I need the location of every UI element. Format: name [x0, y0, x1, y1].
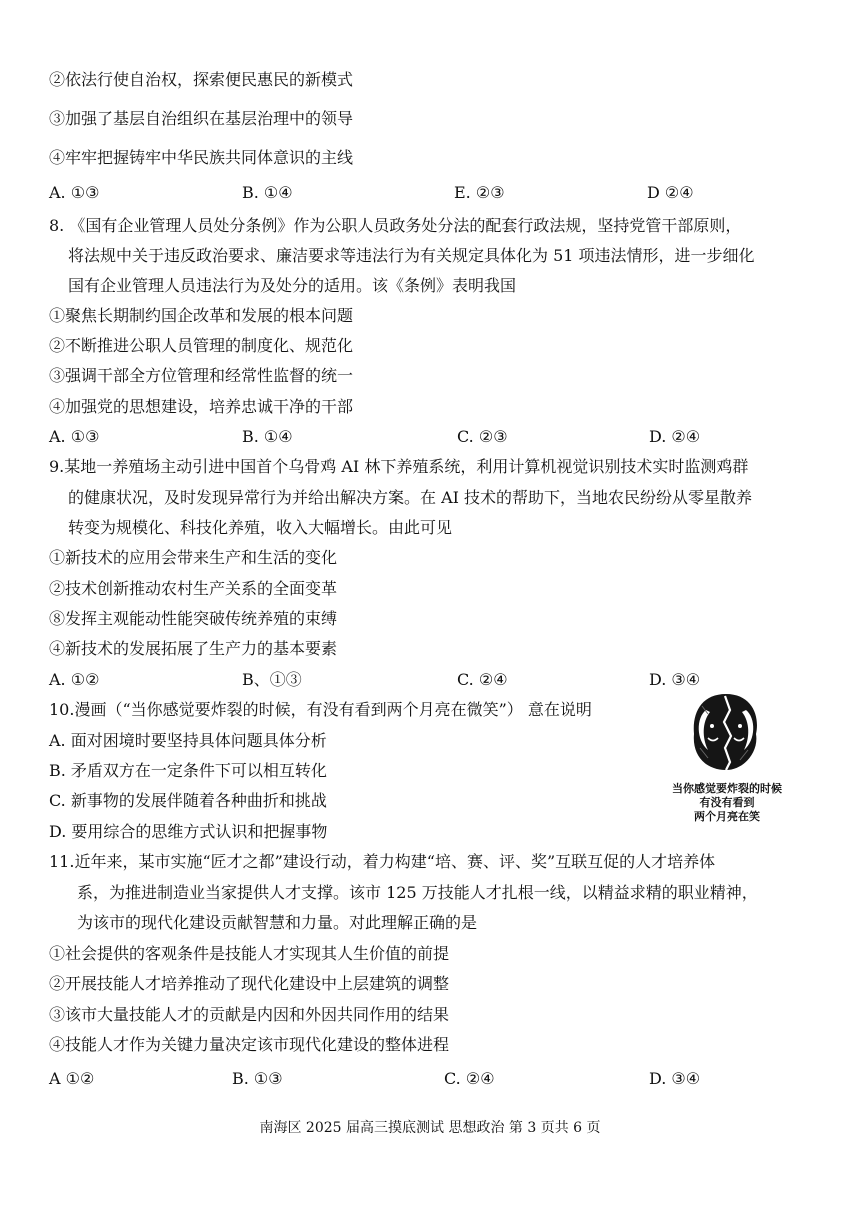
q9-choice-a: A. ①②: [49, 670, 100, 689]
q7-choices: [49, 182, 769, 204]
q11-option-4: ④技能人才作为关键力量决定该市现代化建设的整体进程: [49, 1035, 450, 1054]
q8-choice-a: A. ①③: [49, 427, 100, 446]
q8-choices: [49, 426, 769, 448]
cartoon-image: [636, 688, 816, 828]
q7-choice-c: E. ②③: [454, 183, 505, 202]
q9-choice-d: D. ③④: [649, 670, 701, 689]
q8-option-2: ②不断推进公职人员管理的制度化、规范化: [49, 336, 354, 355]
q8-choice-d: D. ②④: [649, 427, 701, 446]
q11-choice-a: A ①②: [49, 1069, 95, 1088]
q7-choice-d: D ②④: [647, 183, 694, 202]
q8-choice-c: C. ②③: [457, 427, 508, 446]
q7-option-4: ④牢牢把握铸牢中华民族共同体意识的主线: [49, 148, 354, 167]
q9-choice-b: B、①③: [242, 670, 302, 689]
page-footer: 南海区 2025 届高三摸底测试 思想政治 第 3 页共 6 页: [259, 1120, 601, 1136]
q11-stem-line-3: 为该市的现代化建设贡献智慧和力量。对此理解正确的是: [77, 913, 478, 932]
q11-choice-b: B. ①③: [232, 1069, 283, 1088]
q11-option-3: ③该市大量技能人才的贡献是内因和外因共同作用的结果: [49, 1005, 450, 1024]
q9-choice-c: C. ②④: [457, 670, 508, 689]
q7-option-2: ②依法行使自治权，探索便民惠民的新模式: [49, 70, 354, 89]
q9-option-1: ①新技术的应用会带来生产和生活的变化: [49, 548, 338, 567]
q11-choice-d: D. ③④: [649, 1069, 701, 1088]
q8-stem-line-3: 国有企业管理人员违法行为及处分的适用。该《条例》表明我国: [68, 276, 517, 295]
q9-stem-line-3: 转变为规模化、科技化养殖，收入大幅增长。由此可见: [68, 518, 453, 537]
q11-stem-line-2: 系，为推进制造业当家提供人才支撑。该市 125 万技能人才扎根一线，以精益求精的职业精神，: [77, 883, 758, 902]
q7-option-3: ③加强了基层自治组织在基层治理中的领导: [49, 109, 354, 128]
q8-stem-line-1: 8. 《国有企业管理人员处分条例》作为公职人员政务处分法的配套行政法规，坚持党管干部原则，: [49, 216, 742, 235]
q10-option-c: C. 新事物的发展伴随着各种曲折和挑战: [49, 791, 327, 810]
q11-option-1: ①社会提供的客观条件是技能人才实现其人生价值的前提: [49, 944, 450, 963]
q10-stem: 10.漫画（“当你感觉要炸裂的时候，有没有看到两个月亮在微笑”） 意在说明: [49, 700, 592, 719]
q7-choice-a: A. ①③: [49, 183, 100, 202]
cartoon-caption-2: 有没有看到: [699, 796, 755, 809]
q9-option-3: ⑧发挥主观能动性能突破传统养殖的束缚: [49, 609, 338, 628]
q9-stem-line-1: 9.某地一养殖场主动引进中国首个乌骨鸡 AI 林下养殖系统，利用计算机视觉识别技术实时监测鸡群: [49, 457, 749, 476]
q11-option-2: ②开展技能人才培养推动了现代化建设中上层建筑的调整: [49, 974, 450, 993]
q11-choices: [49, 1068, 769, 1090]
q8-stem-line-2: 将法规中关于违反政治要求、廉洁要求等违法行为有关规定具体化为 51 项违法情形，进一步细化: [68, 246, 755, 265]
cartoon-caption-3: 两个月亮在笑: [694, 810, 760, 823]
cartoon-caption-1: 当你感觉要炸裂的时候: [672, 782, 782, 795]
q7-choice-b: B. ①④: [242, 183, 293, 202]
q8-option-4: ④加强党的思想建设，培养忠诚干净的干部: [49, 397, 354, 416]
q10-option-b: B. 矛盾双方在一定条件下可以相互转化: [49, 761, 327, 780]
q11-stem-line-1: 11.近年来，某市实施“匠才之都”建设行动，着力构建“培、赛、评、奖”互联互促的人才培养体: [49, 852, 716, 871]
q8-option-1: ①聚焦长期制约国企改革和发展的根本问题: [49, 306, 354, 325]
q9-stem-line-2: 的健康状况，及时发现异常行为并给出解决方案。在 AI 技术的帮助下，当地农民纷纷从零星散养: [68, 488, 753, 507]
q9-option-4: ④新技术的发展拓展了生产力的基本要素: [49, 639, 338, 658]
q11-choice-c: C. ②④: [444, 1069, 495, 1088]
q8-option-3: ③强调干部全方位管理和经常性监督的统一: [49, 366, 354, 385]
q8-choice-b: B. ①④: [242, 427, 293, 446]
q10-option-d: D. 要用综合的思维方式认识和把握事物: [49, 822, 328, 841]
q10-option-a: A. 面对困境时要坚持具体问题具体分析: [49, 731, 327, 750]
q9-option-2: ②技术创新推动农村生产关系的全面变革: [49, 579, 338, 598]
